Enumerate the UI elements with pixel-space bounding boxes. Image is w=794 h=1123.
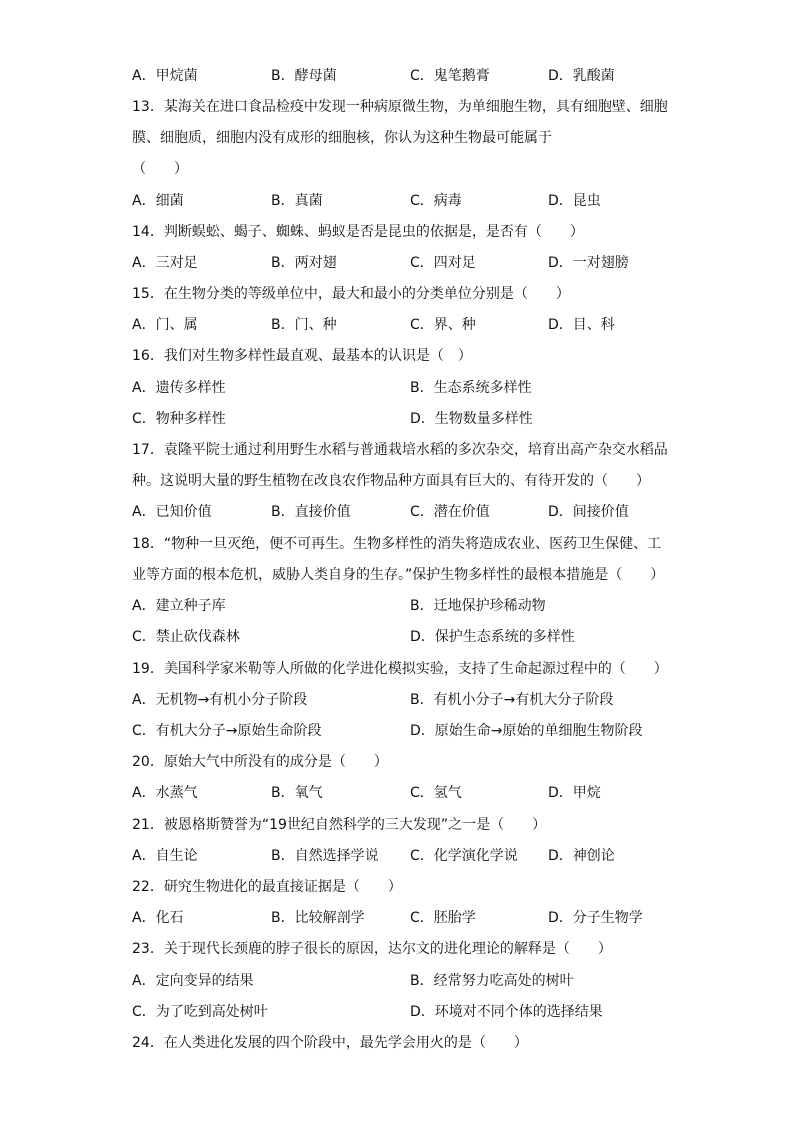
q20-option-c: C．氢气 [410, 785, 462, 801]
q21-option-b: B．自然选择学说 [271, 848, 379, 864]
q23-option-d: D．环境对不同个体的选择结果 [410, 1004, 603, 1020]
q19-option-b: B．有机小分子→有机大分子阶段 [410, 692, 614, 708]
q17-stem-line-1: 17．袁隆平院士通过利用野生水稻与普通栽培水稻的多次杂交，培育出高产杂交水稻品 [132, 442, 668, 458]
q13-option-c: C．病毒 [410, 193, 462, 209]
q18-option-d: D．保护生态系统的多样性 [410, 629, 575, 645]
q17-option-a: A．已知价值 [132, 504, 212, 520]
q14-option-d: D．一对翅膀 [548, 255, 629, 271]
q18-option-b: B．迁地保护珍稀动物 [410, 598, 546, 614]
q23-option-a: A．定向变异的结果 [132, 973, 254, 989]
q15-option-a: A．门、属 [132, 317, 198, 333]
q19-option-a: A．无机物→有机小分子阶段 [132, 692, 308, 708]
q21-stem: 21．被恩格斯赞誉为“19世纪自然科学的三大发现”之一是（ ） [132, 817, 547, 833]
q14-option-b: B．两对翅 [271, 255, 337, 271]
q16-option-d: D．生物数量多样性 [410, 411, 533, 427]
q18-option-a: A．建立种子库 [132, 598, 226, 614]
q13-stem-line-1: 13．某海关在进口食品检疫中发现一种病原微生物，为单细胞生物，具有细胞壁、细胞 [132, 99, 668, 115]
q13-option-d: D．昆虫 [548, 193, 601, 209]
q18-stem-line-2: 业等方面的根本危机，威胁人类自身的生存。”保护生物多样性的最根本措施是（ ） [132, 567, 665, 583]
q21-option-d: D．神创论 [548, 848, 615, 864]
q15-stem: 15．在生物分类的等级单位中，最大和最小的分类单位分别是（ ） [132, 286, 570, 302]
q20-option-a: A．水蒸气 [132, 785, 198, 801]
q15-option-b: B．门、种 [271, 317, 337, 333]
q12-option-b: B．酵母菌 [271, 68, 337, 84]
q17-option-c: C．潜在价值 [410, 504, 490, 520]
q12-option-c: C．鬼笔鹅膏 [410, 68, 490, 84]
q14-option-a: A．三对足 [132, 255, 198, 271]
q16-option-c: C．物种多样性 [132, 411, 226, 427]
q16-stem: 16．我们对生物多样性最直观、最基本的认识是（ ） [132, 348, 472, 364]
q18-stem-line-1: 18．“物种一旦灭绝，便不可再生。生物多样性的消失将造成农业、医药卫生保健、工 [132, 536, 662, 552]
q20-option-b: B．氧气 [271, 785, 323, 801]
q22-option-a: A．化石 [132, 910, 184, 926]
q13-stem-line-3: （ ） [132, 161, 188, 177]
q14-stem: 14．判断蜈蚣、蝎子、蜘蛛、蚂蚁是否是昆虫的依据是，是否有（ ） [132, 224, 584, 240]
q22-option-d: D．分子生物学 [548, 910, 643, 926]
q19-option-c: C．有机大分子→原始生命阶段 [132, 723, 322, 739]
q23-option-b: B．经常努力吃高处的树叶 [410, 973, 574, 989]
q14-option-c: C．四对足 [410, 255, 476, 271]
q22-option-c: C．胚胎学 [410, 910, 476, 926]
q12-option-d: D．乳酸菌 [548, 68, 615, 84]
q20-stem: 20．原始大气中所没有的成分是（ ） [132, 754, 388, 770]
q19-option-d: D．原始生命→原始的单细胞生物阶段 [410, 723, 643, 739]
q12-option-a: A．甲烷菌 [132, 68, 198, 84]
q16-option-a: A．遗传多样性 [132, 380, 226, 396]
q17-option-d: D．间接价值 [548, 504, 629, 520]
q15-option-c: C．界、种 [410, 317, 476, 333]
q15-option-d: D．目、科 [548, 317, 615, 333]
q13-stem-line-2: 膜、细胞质，细胞内没有成形的细胞核，你认为这种生物最可能属于 [132, 130, 552, 146]
q17-option-b: B．直接价值 [271, 504, 351, 520]
q22-stem: 22．研究生物进化的最直接证据是（ ） [132, 879, 402, 895]
q20-option-d: D．甲烷 [548, 785, 601, 801]
q23-stem: 23．关于现代长颈鹿的脖子很长的原因，达尔文的进化理论的解释是（ ） [132, 941, 612, 957]
q24-stem: 24．在人类进化发展的四个阶段中，最先学会用火的是（ ） [132, 1035, 528, 1051]
q21-option-a: A．自生论 [132, 848, 198, 864]
q13-option-b: B．真菌 [271, 193, 323, 209]
q17-stem-line-2: 种。这说明大量的野生植物在改良农作物品种方面具有巨大的、有待开发的（ ） [132, 473, 650, 489]
q23-option-c: C．为了吃到高处树叶 [132, 1004, 268, 1020]
q18-option-c: C．禁止砍伐森林 [132, 629, 240, 645]
q21-option-c: C．化学演化学说 [410, 848, 518, 864]
q13-option-a: A．细菌 [132, 193, 184, 209]
q19-stem: 19．美国科学家米勒等人所做的化学进化模拟实验，支持了生命起源过程中的（ ） [132, 661, 668, 677]
q16-option-b: B．生态系统多样性 [410, 380, 532, 396]
q22-option-b: B．比较解剖学 [271, 910, 365, 926]
